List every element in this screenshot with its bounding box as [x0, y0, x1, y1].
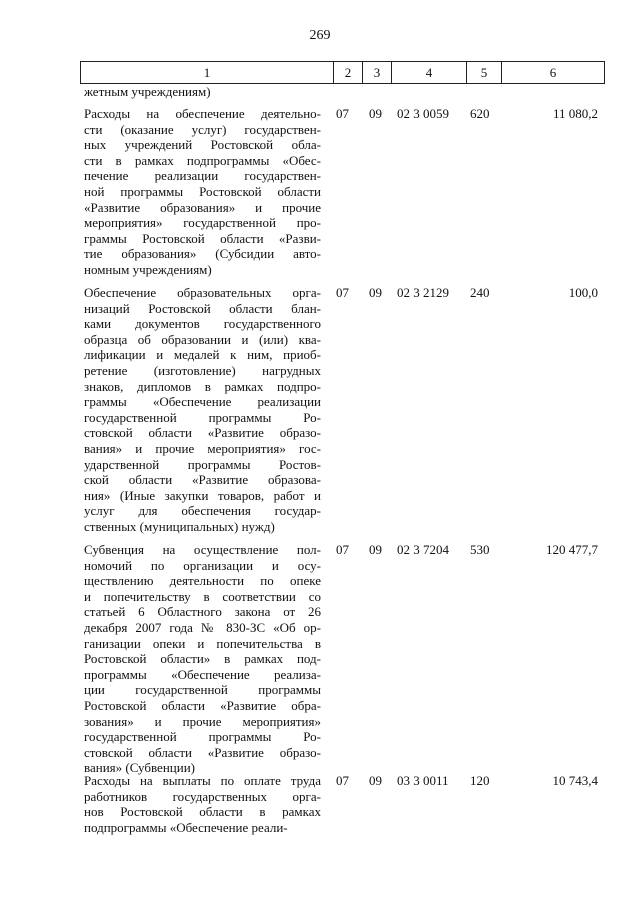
description-line: низаций Ростовской области блан-: [84, 300, 321, 316]
row-description: [84, 106, 321, 278]
subsection-code: 09: [369, 773, 382, 788]
description-line: работников государственных орга-: [84, 788, 321, 804]
description-line: стовской области «Развитие образо-: [84, 425, 321, 441]
subsection-code: 09: [369, 106, 382, 121]
description-line: ками документов государственного: [84, 316, 321, 332]
description-line: подпрограммы «Обеспечение реали-: [84, 819, 288, 835]
description-line: ственных (муниципальных) нужд): [84, 518, 275, 534]
subsection-code: 09: [369, 285, 382, 300]
description-line: нов Ростовской области в рамках: [84, 804, 321, 820]
description-line: граммы «Обеспечение реализации: [84, 394, 321, 410]
description-line: номным учреждениям): [84, 261, 212, 277]
description-line: Ростовской области «Развитие обра-: [84, 697, 321, 713]
description-line: печение реализации государствен-: [84, 168, 321, 184]
description-line: стовской области «Развитие образо-: [84, 744, 321, 760]
description-line: услуг для обеспечения государ-: [84, 503, 321, 519]
subsection-code: 09: [369, 542, 382, 557]
description-line: и попечительству в соответствии со: [84, 588, 321, 604]
description-line: вания» и прочие мероприятия» гос-: [84, 440, 321, 456]
description-line: статьей 6 Областного закона от 26: [84, 604, 321, 620]
description-line: программы «Обеспечение реализа-: [84, 666, 321, 682]
column-header-5: 5: [467, 62, 502, 84]
column-header-6: 6: [502, 62, 605, 84]
description-line: сти (оказание услуг) государствен-: [84, 121, 321, 137]
description-line: декабря 2007 года № 830-ЗС «Об ор-: [84, 619, 321, 635]
description-line: ществлению деятельности по опеке: [84, 573, 321, 589]
row-description: [84, 285, 321, 535]
description-line: государственной программы Ро-: [84, 409, 321, 425]
description-line: мероприятия» государственной про-: [84, 215, 321, 231]
description-line: лификации и медалей к ним, приоб-: [84, 347, 321, 363]
description-line: ции государственной программы: [84, 682, 321, 698]
description-line: ретение (изготовление) нагрудных: [84, 362, 321, 378]
description-line: вания» (Субвенции): [84, 760, 195, 776]
description-line: Субвенция на осуществление пол-: [84, 542, 321, 557]
amount: 120 477,7: [546, 542, 598, 557]
description-line: государственной программы Ро-: [84, 729, 321, 745]
column-header-4: 4: [392, 62, 467, 84]
description-line: ной программы Ростовской области: [84, 183, 321, 199]
target-article-code: 02 3 0059: [397, 106, 449, 121]
section-code: 07: [336, 773, 349, 788]
section-code: 07: [336, 285, 349, 300]
description-line: Расходы на обеспечение деятельно-: [84, 106, 321, 121]
carry-over-text: жетным учреждениям): [84, 84, 211, 99]
column-header-3: 3: [363, 62, 392, 84]
target-article-code: 02 3 2129: [397, 285, 449, 300]
description-line: Обеспечение образовательных орга-: [84, 285, 321, 300]
column-header-row: [80, 61, 605, 84]
expense-type-code: 620: [470, 106, 490, 121]
description-line: ния» (Иные закупки товаров, работ и: [84, 487, 321, 503]
description-line: образца об образовании и (или) ква-: [84, 331, 321, 347]
description-line: ударственной программы Ростов-: [84, 456, 321, 472]
column-header-2: 2: [334, 62, 363, 84]
description-line: ской области «Развитие образова-: [84, 472, 321, 488]
section-code: 07: [336, 106, 349, 121]
section-code: 07: [336, 542, 349, 557]
description-line: номочий по организации и осу-: [84, 557, 321, 573]
expense-type-code: 530: [470, 542, 490, 557]
description-line: ганизации опеки и попечительства в: [84, 635, 321, 651]
column-header-1: 1: [81, 62, 334, 84]
page-number: 269: [309, 28, 331, 43]
row-description: [84, 542, 321, 776]
description-line: ных учреждений Ростовской обла-: [84, 137, 321, 153]
expense-type-code: 240: [470, 285, 490, 300]
amount: 100,0: [568, 285, 598, 300]
description-line: сти в рамках подпрограммы «Обес-: [84, 152, 321, 168]
target-article-code: 03 3 0011: [397, 773, 449, 788]
amount: 10 743,4: [552, 773, 598, 788]
target-article-code: 02 3 7204: [397, 542, 449, 557]
description-line: знаков, дипломов в рамках подпро-: [84, 378, 321, 394]
description-line: тие образования» (Субсидии авто-: [84, 246, 321, 262]
expense-type-code: 120: [470, 773, 490, 788]
row-description: [84, 773, 321, 835]
description-line: зования» и прочие мероприятия»: [84, 713, 321, 729]
description-line: Расходы на выплаты по оплате труда: [84, 773, 321, 788]
description-line: «Развитие образования» и прочие: [84, 199, 321, 215]
description-line: граммы Ростовской области «Разви-: [84, 230, 321, 246]
amount: 11 080,2: [552, 106, 598, 121]
description-line: Ростовской области» в рамках под-: [84, 651, 321, 667]
